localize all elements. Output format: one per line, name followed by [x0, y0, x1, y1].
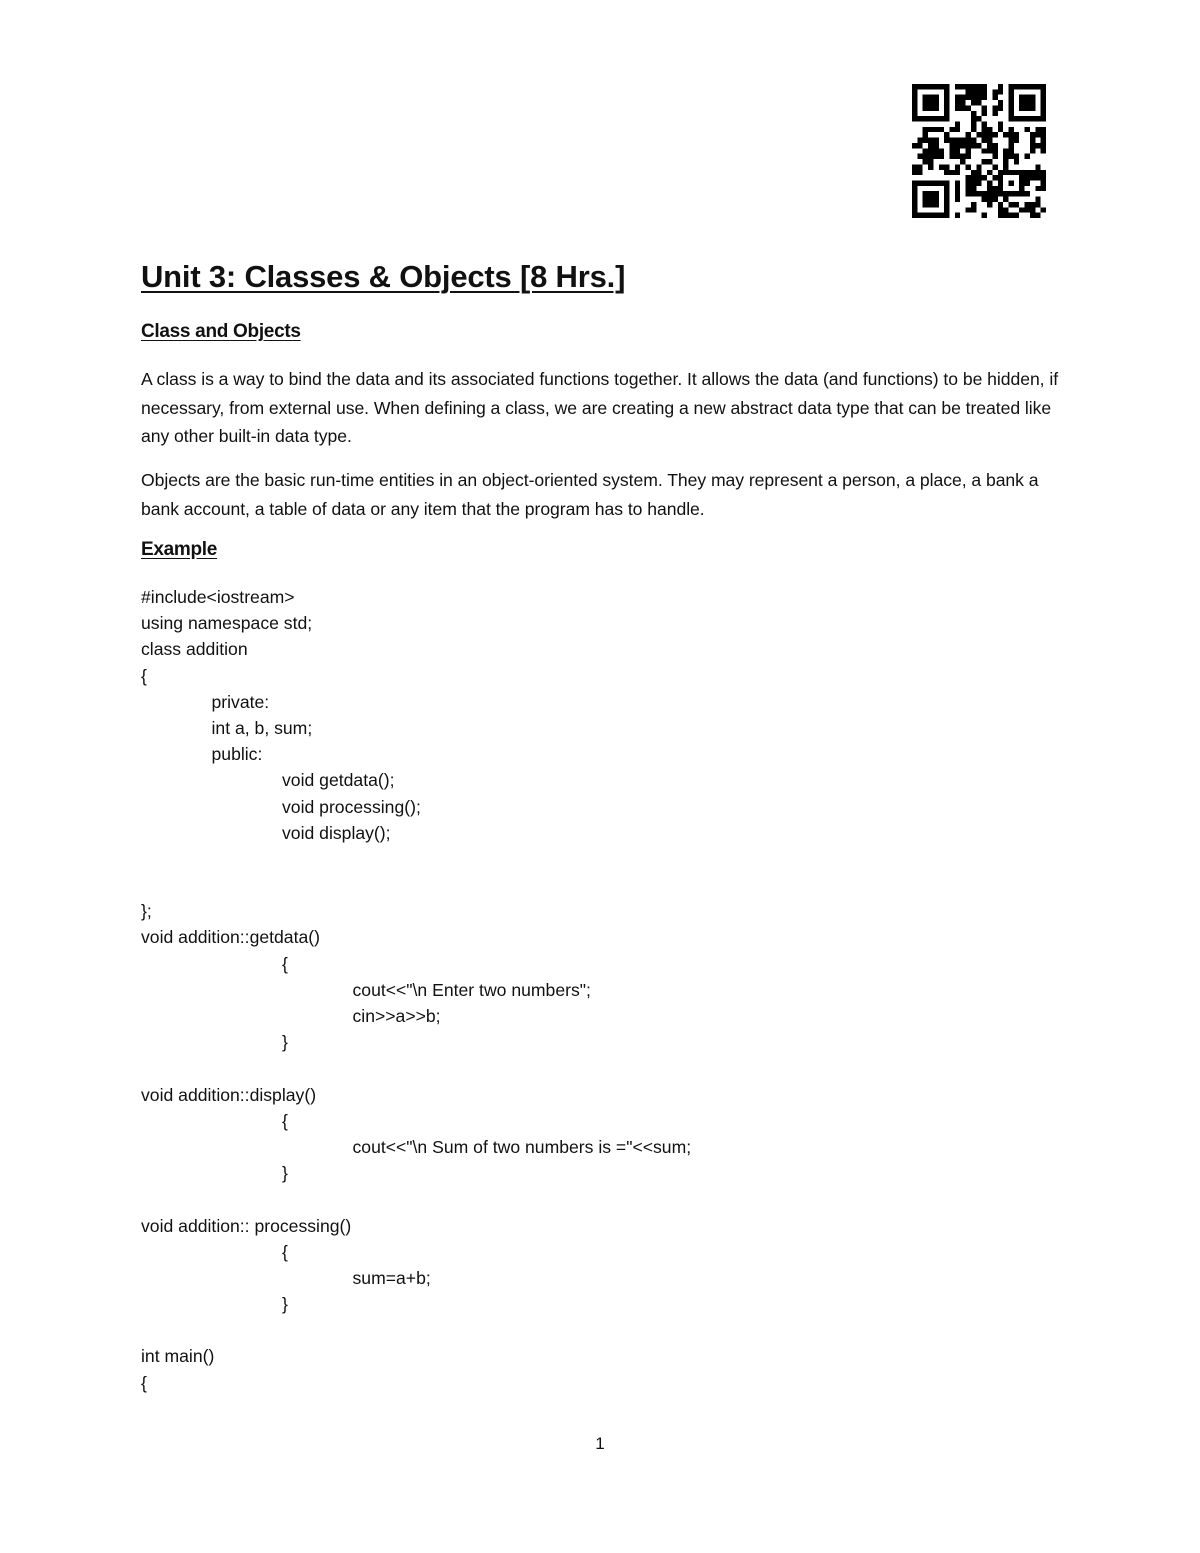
code-line: } [282, 1163, 288, 1184]
code-line [141, 872, 691, 898]
code-line: void display(); [282, 822, 391, 843]
code-line: class addition [141, 639, 248, 660]
code-line: } [282, 1032, 288, 1053]
code-line: void getdata(); [282, 770, 395, 791]
paragraph-class-definition: A class is a way to bind the data and its associated functions together. It allows the data (and functions) to be hidden, if necessary, from external use. When defining a class, we are creating a new abstract data type that can be treated like any other built-in data type. [141, 369, 1059, 446]
page-number: 1 [595, 1434, 605, 1453]
paragraph-objects-definition: Objects are the basic run-time entities in an object-oriented system. They may represent a person, a place, a bank a bank account, a table of data or any item that the program has to handle. [141, 470, 1039, 519]
code-line [141, 1055, 691, 1081]
code-line: { [282, 953, 288, 974]
code-line: void addition::display() [141, 1084, 317, 1105]
code-line: void processing(); [282, 796, 421, 817]
code-line: void addition::getdata() [141, 927, 320, 948]
code-line: { [141, 1372, 147, 1393]
code-line: private: [211, 691, 270, 712]
code-line: void addition:: processing() [141, 1215, 352, 1236]
code-example [141, 584, 691, 1396]
code-line: cin>>a>>b; [352, 1006, 441, 1026]
code-line: sum=a+b; [352, 1267, 431, 1288]
code-line: } [282, 1294, 288, 1315]
section-heading-class-objects: Class and Objects [141, 321, 301, 342]
code-line: cout<<"\n Enter two numbers"; [352, 979, 591, 1000]
code-line [141, 1317, 691, 1343]
code-line: int a, b, sum; [211, 717, 313, 738]
code-line: { [282, 1241, 288, 1262]
section-heading-example: Example [141, 539, 218, 560]
code-line: int main() [141, 1346, 215, 1367]
code-line: public: [211, 744, 263, 765]
code-line: { [282, 1110, 288, 1131]
code-line: cout<<"\n Sum of two numbers is ="<<sum; [352, 1136, 692, 1157]
code-line: }; [141, 901, 152, 922]
code-line: #include<iostream> [141, 587, 295, 607]
code-line: using namespace std; [141, 613, 313, 634]
code-line [141, 1186, 691, 1212]
code-line: { [141, 665, 147, 686]
qr-code-icon [912, 84, 1046, 218]
code-line [141, 846, 691, 872]
page-title: Unit 3: Classes & Objects [8 Hrs.] [141, 259, 626, 294]
